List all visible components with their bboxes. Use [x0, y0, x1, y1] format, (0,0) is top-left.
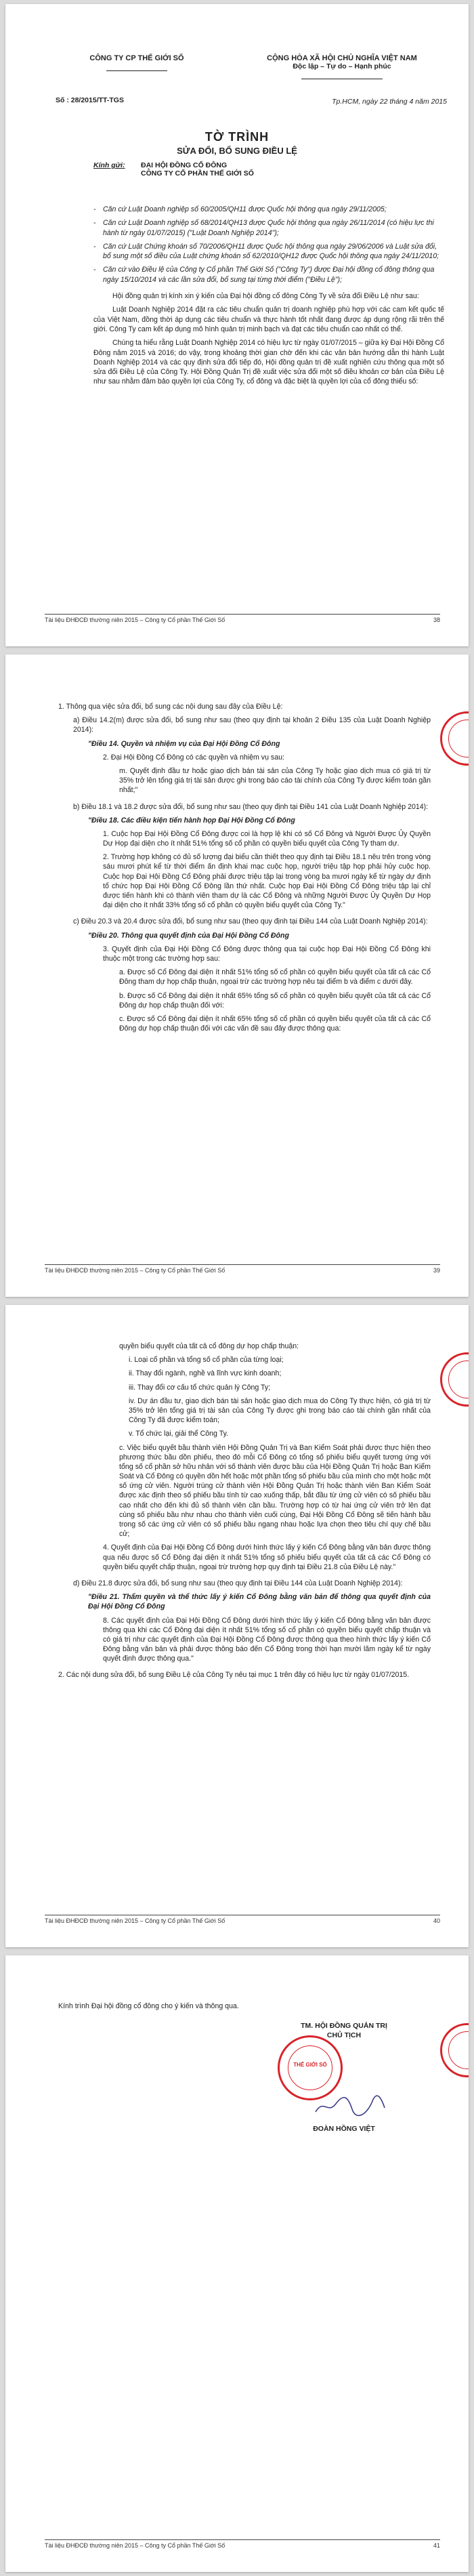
list-item: v. Tổ chức lại, giải thể Công Ty.	[129, 1430, 229, 1438]
basis-item: - Căn cứ vào Điều lệ của Công ty Cổ phần Thế Giới Số ("Công Ty") được Đại hội đồng cổ đông thông qua ngày 15/10/2014 và các lần sửa đổi, bổ sung tại từng thời điểm ("Điều Lệ");	[93, 265, 444, 285]
list-item: i. Loại cổ phần và tổng số cổ phần của từng loại;	[129, 1356, 284, 1365]
page-1	[5, 4, 469, 646]
article-heading: "Điều 20. Thông qua quyết định của Đại Hội Đồng Cổ Đông	[88, 931, 289, 940]
signer-name: ĐOÀN HỒNG VIỆT	[313, 2125, 375, 2133]
page-footer	[45, 2539, 440, 2549]
document-title: TỜ TRÌNH	[204, 130, 270, 144]
basis-item: - Căn cứ Luật Doanh nghiệp số 68/2014/QH13 được Quốc hội thông qua ngày 26/11/2014 (có hiệu lực thi hành từ ngày 01/07/2015) ("Luật Doanh Nghiệp 2014");	[93, 218, 444, 238]
page-2	[5, 655, 469, 1297]
stamp-edge	[440, 711, 469, 766]
list-item: 1. Thông qua việc sửa đổi, bổ sung các nội dung sau đây của Điều Lệ:	[58, 703, 283, 711]
list-item: quyền biểu quyết của tất cả cổ đông dự họp chấp thuận:	[119, 1342, 299, 1350]
divider	[106, 70, 167, 71]
paragraph: Luật Doanh Nghiệp 2014 đặt ra các tiêu chuẩn quản trị doanh nghiệp phù hợp với các cam kết quốc tế của Việt Nam, đồng thời áp dụng các tiêu chuẩn và thực hành tốt nhất đang được áp dụng rộng rãi trên thế giới. Công Ty cam kết áp dụng mô hình quản trị minh bạch và đạt các tiêu chuẩn cao nhất có thể.	[93, 306, 444, 333]
page-footer	[45, 1264, 440, 1274]
list-item: c. Việc biểu quyết bầu thành viên Hội Đồng Quản Trị và Ban Kiểm Soát phải được thực hiện theo phương thức bầu dồn phiếu, theo đó mỗi Cổ Đông có tổng số phiếu biểu quyết tương ứng với tổng số cổ phần sở hữu nhân với số thành viên được bầu của Hội Đồng Quản Trị hoặc Ban Kiểm Soát và Cổ Đông có quyền dồn hết hoặc một phần tổng số phiếu bầu của mình cho một hoặc một số ứng cử viên. Người trúng cử thành viên Hội Đồng Quản Trị hoặc thành viên Ban Kiểm Soát được xác định theo số phiếu bầu tính từ cao xuống thấp, bắt đầu từ ứng cử viên có số phiếu bầu cao nhất cho đến khi đủ số thành viên cần bầu. Trường hợp có từ hai ứng cử viên trở lên đạt cùng số phiếu bầu như nhau cho thành viên cuối cùng, Đại Hội Đồng Cổ Đông sẽ tiến hành bầu trong số các ứng cử viên có số phiếu bầu ngang nhau hoặc lựa chọn theo tiêu chí quy chế bầu cử;	[119, 1443, 431, 1539]
company-seal	[278, 2035, 343, 2100]
article-heading: "Điều 14. Quyền và nhiệm vụ của Đại Hội Đồng Cổ Đông	[88, 739, 280, 748]
article-heading: "Điều 21. Thẩm quyền và thể thức lấy ý kiến Cổ Đông bằng văn bản để thông qua quyết định của Đại Hội Đồng Cổ Đông	[88, 1593, 431, 1611]
stamp-edge	[440, 1352, 469, 1407]
list-item: 2. Các nội dung sửa đổi, bổ sung Điều Lệ của Công Ty nêu tại mục 1 trên đây có hiệu lực từ ngày 01/07/2015.	[58, 1671, 410, 1680]
company-name: CÔNG TY CP THẾ GIỚI SỐ	[89, 54, 184, 62]
document-number: Số : 28/2015/TT-TGS	[56, 96, 124, 104]
footer-text: Tài liệu ĐHĐCĐ thường niên 2015 – Công ty Cổ phần Thế Giới Số	[45, 1917, 225, 1924]
list-item: 2. Đại Hội Đồng Cổ Đông có các quyền và nhiệm vụ sau:	[103, 753, 284, 762]
list-item: m. Quyết định đầu tư hoặc giao dịch bán tài sản của Công Ty hoặc giao dịch mua có giá trị từ 35% trở lên tổng giá trị tài sản được ghi trong báo cáo tài chính của Công Ty được kiểm toán gần nhất;"	[119, 766, 431, 795]
list-item: b. Được số Cổ Đông đại diện ít nhất 65% tổng số cổ phần có quyền biểu quyết của tất cả các Cổ Đông dự họp chấp thuận đối với:	[119, 991, 431, 1010]
list-item: c. Được số Cổ Đông đại diện ít nhất 65% tổng số cổ phần có quyền biểu quyết của tất cả các Cổ Đông dự họp chấp thuận đối với các vấn đề sau đây được thông qua:	[119, 1014, 431, 1033]
stamp-edge	[440, 2023, 469, 2077]
footer-text: Tài liệu ĐHĐCĐ thường niên 2015 – Công ty Cổ phần Thế Giới Số	[45, 1267, 225, 1274]
list-item: 4. Quyết định của Đại Hội Đồng Cổ Đông dưới hình thức lấy ý kiến Cổ Đông bằng văn bản được thông qua nếu được số Cổ Đông đại diện ít nhất 51% tổng số phiếu biểu quyết của tất cả các Cổ Đông có quyền biểu quyết chấp thuận, ngoại trừ trường hợp quy định tại Điều 21.8 của Điều Lệ này."	[103, 1543, 431, 1571]
list-item: c) Điều 20.3 và 20.4 được sửa đổi, bổ sung như sau (theo quy định tại Điều 144 của Luật Doanh Nghiệp 2014):	[73, 917, 428, 926]
list-item: 1. Cuộc họp Đại Hội Đồng Cổ Đông được coi là hợp lệ khi có số Cổ Đông và Người Được Ủy Quyền Dự Họp đại diện cho ít nhất 51% tổng số cổ phần có quyền biểu quyết của Công Ty tham dự.	[103, 829, 431, 848]
basis-item: - Căn cứ Luật Doanh nghiệp số 60/2005/QH11 được Quốc hội thông qua ngày 29/11/2005;	[93, 205, 444, 214]
list-item: a) Điều 14.2(m) được sửa đổi, bổ sung như sau (theo quy định tại khoản 2 Điều 135 của Luật Doanh Nghiệp 2014):	[73, 716, 431, 734]
list-item: 2. Trường hợp không có đủ số lượng đại biểu cần thiết theo quy định tại Điều 18.1 nêu trên trong vòng sáu mươi phút kể từ thời điểm ấn định khai mạc cuộc họp, người triệu tập họp phải hủy cuộc họp. Cuộc họp Đại Hội Đồng Cổ Đông phải được triệu tập lại trong vòng ba mươi ngày kể từ ngày dự định tổ chức họp Đại Hội Đồng Cổ Đông lần thứ nhất. Cuộc họp Đại Hội Đồng Cổ Đông triệu tập lại chỉ được tiến hành khi có thành viên tham dự là các Cổ Đông và những Người Được Ủy Quyền Dự Họp đại diện cho ít nhất 33% tổng số cổ phần có quyền biểu quyết của Công Ty."	[103, 853, 431, 910]
page-footer	[45, 614, 440, 623]
footer-text: Tài liệu ĐHĐCĐ thường niên 2015 – Công ty Cổ phần Thế Giới Số	[45, 2542, 225, 2549]
page-number: 40	[433, 1917, 440, 1924]
seal-text: THẾ GIỚI SỐ	[293, 2062, 327, 2068]
page-3	[5, 1305, 469, 1947]
recipient-line: ĐẠI HỘI ĐỒNG CỔ ĐÔNG	[141, 161, 228, 169]
country-name: CỘNG HÒA XÃ HỘI CHỦ NGHĨA VIỆT NAM	[267, 54, 417, 62]
recipient-label: Kính gửi:	[93, 161, 125, 169]
page-number: 41	[433, 2542, 440, 2549]
recipient-line: CÔNG TY CỔ PHẦN THẾ GIỚI SỐ	[141, 169, 254, 178]
list-item: 8. Các quyết định của Đại Hội Đồng Cổ Đông dưới hình thức lấy ý kiến Cổ Đông bằng văn bản được thông qua khi các Cổ Đông đại diện ít nhất 51% tổng số cổ phần có quyền biểu quyết chấp thuận và có giá trị như các quyết định của Đại Hội Đồng Cổ Đông được thông qua theo hình thức lấy ý kiến Cổ Đông bằng văn bản và phải được thông báo đến Cổ Đông trong thời hạn mười lăm ngày kể từ ngày quyết định được thông qua."	[103, 1616, 431, 1663]
list-item: 3. Quyết định của Đại Hội Đồng Cổ Đông được thông qua tại cuộc họp Đại Hội Đồng Cổ Đông khi thuộc một trong các trường hợp sau:	[103, 944, 431, 963]
document-subtitle: SỬA ĐỔI, BỔ SUNG ĐIỀU LỆ	[177, 146, 297, 156]
amendment-list	[58, 702, 431, 1037]
list-item: iv. Dự án đầu tư, giao dịch bán tài sản hoặc giao dịch mua do Công Ty thực hiện, có giá trị từ 35% trở lên tổng giá trị tài sản của Công Ty được ghi trong báo cáo tài chính gần nhất của Công Ty đã được kiểm toán;	[129, 1396, 431, 1425]
place-date: Tp.HCM, ngày 22 tháng 4 năm 2015	[332, 98, 447, 106]
signer-title: CHỦ TỊCH	[326, 2031, 362, 2039]
article-heading: "Điều 18. Các điều kiện tiến hành họp Đại Hội Đồng Cổ Đông	[88, 816, 295, 825]
list-item: a. Được số Cổ Đông đại diện ít nhất 51% tổng số cổ phần có quyền biểu quyết của tất cả các Cổ Đông tham dự họp chấp thuận, ngoại trừ các trường hợp nêu tại điểm b và điểm c dưới đây.	[119, 968, 431, 986]
footer-text: Tài liệu ĐHĐCĐ thường niên 2015 – Công ty Cổ phần Thế Giới Số	[45, 617, 225, 623]
list-item: iii. Thay đổi cơ cấu tổ chức quản lý Công Ty;	[129, 1383, 271, 1392]
recipient-block	[93, 161, 254, 178]
signer-org: TM. HỘI ĐỒNG QUẢN TRỊ	[301, 2022, 387, 2030]
paragraph: Hội đồng quản trị kính xin ý kiến của Đại hội đồng cổ đông Công Ty về sửa đổi Điều Lệ như sau:	[112, 292, 419, 301]
paragraph: Chúng ta hiểu rằng Luật Doanh Nghiệp 2014 có hiệu lực từ ngày 01/07/2015 – giữa kỳ Đại Hội Đồng Cổ Đông năm 2015 và 2016; do vậy, trong khoảng thời gian chờ đến khi các văn bản hướng dẫn thi hành Luật Doanh Nghiệp 2014 và các quy định sửa đổi tiếp đó, Hội đồng quản trị đề xuất nghiên cứu thông qua một số sửa đổi Điều Lệ của Công Ty. Hội Đồng Quản Trị đề xuất việc sửa đổi một số điều khoản cơ bản của Điều Lệ như sau nhằm đảm bảo quyền lợi của Công Ty, cổ đông và đặc biệt là quyền lợi của cổ đông thiểu số:	[93, 339, 444, 386]
motto: Độc lập – Tự do – Hạnh phúc	[293, 62, 391, 70]
amendment-list	[58, 1342, 431, 1684]
list-item: ii. Thay đổi ngành, nghề và lĩnh vực kinh doanh;	[129, 1369, 282, 1378]
legal-basis	[93, 205, 444, 391]
page-4	[5, 1955, 469, 2572]
signature-graphic	[313, 2094, 387, 2119]
basis-item: - Căn cứ Luật Chứng khoán số 70/2006/QH11 được Quốc hội thông qua ngày 29/06/2006 và Luật sửa đổi, bổ sung một số điều của Luật chứng khoán số 62/2010/QH12 được Quốc hội thông qua ngày 24/11/2010;	[93, 242, 444, 262]
page-number: 39	[433, 1267, 440, 1274]
list-item: d) Điều 21.8 được sửa đổi, bổ sung như sau (theo quy định tại Điều 144 của Luật Doanh Nghiệp 2014):	[73, 1579, 403, 1587]
list-item: b) Điều 18.1 và 18.2 được sửa đổi, bổ sung như sau (theo quy định tại Điều 141 của Luật Doanh Nghiệp 2014):	[73, 802, 429, 811]
page-number: 38	[433, 617, 440, 623]
page-footer	[45, 1915, 440, 1924]
closing-text: Kính trình Đại hội đồng cổ đông cho ý kiến và thông qua.	[58, 2002, 239, 2010]
